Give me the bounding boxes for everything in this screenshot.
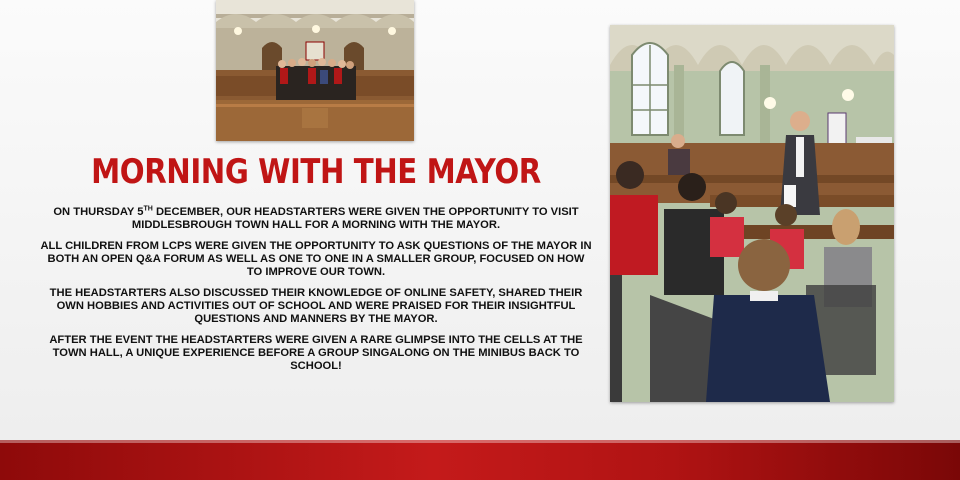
paragraph-discussion: THE HEADSTARTERS ALSO DISCUSSED THEIR KNOWLEDGE OF ONLINE SAFETY, SHARED THEIR OWN HOBBIES AND ACTIVITIES OUT OF SCHOOL AND WERE PRAISED FOR THEIR INSIGHTFUL QUESTIONS AND MANNERS BY THE MAYOR. (49, 287, 583, 325)
article-body (40, 206, 592, 381)
page-title: MORNING WITH THE MAYOR (91, 152, 541, 192)
group-photo-illustration (216, 0, 414, 141)
children-listening-photo (610, 25, 894, 402)
paragraph-questions: ALL CHILDREN FROM LCPS WERE GIVEN THE OPPORTUNITY TO ASK QUESTIONS OF THE MAYOR IN BOTH AN OPEN Q&A FORUM AS WELL AS ONE TO ONE IN A SMALLER GROUP, FOCUSED ON HOW TO IMPROVE OUR TOWN. (40, 240, 592, 278)
paragraph-after-event: AFTER THE EVENT THE HEADSTARTERS WERE GIVEN A RARE GLIMPSE INTO THE CELLS AT THE TOWN HALL, A UNIQUE EXPERIENCE BEFORE A GROUP SINGALONG ON THE MINIBUS BACK TO SCHOOL! (49, 334, 583, 372)
children-listening-illustration (610, 25, 894, 402)
footer-band (0, 440, 960, 480)
group-photo (216, 0, 414, 141)
paragraph-visit: ON THURSDAY 5TH DECEMBER, OUR HEADSTARTERS WERE GIVEN THE OPPORTUNITY TO VISIT MIDDLESBROUGH TOWN HALL FOR A MORNING WITH THE MAYOR. (53, 205, 579, 231)
